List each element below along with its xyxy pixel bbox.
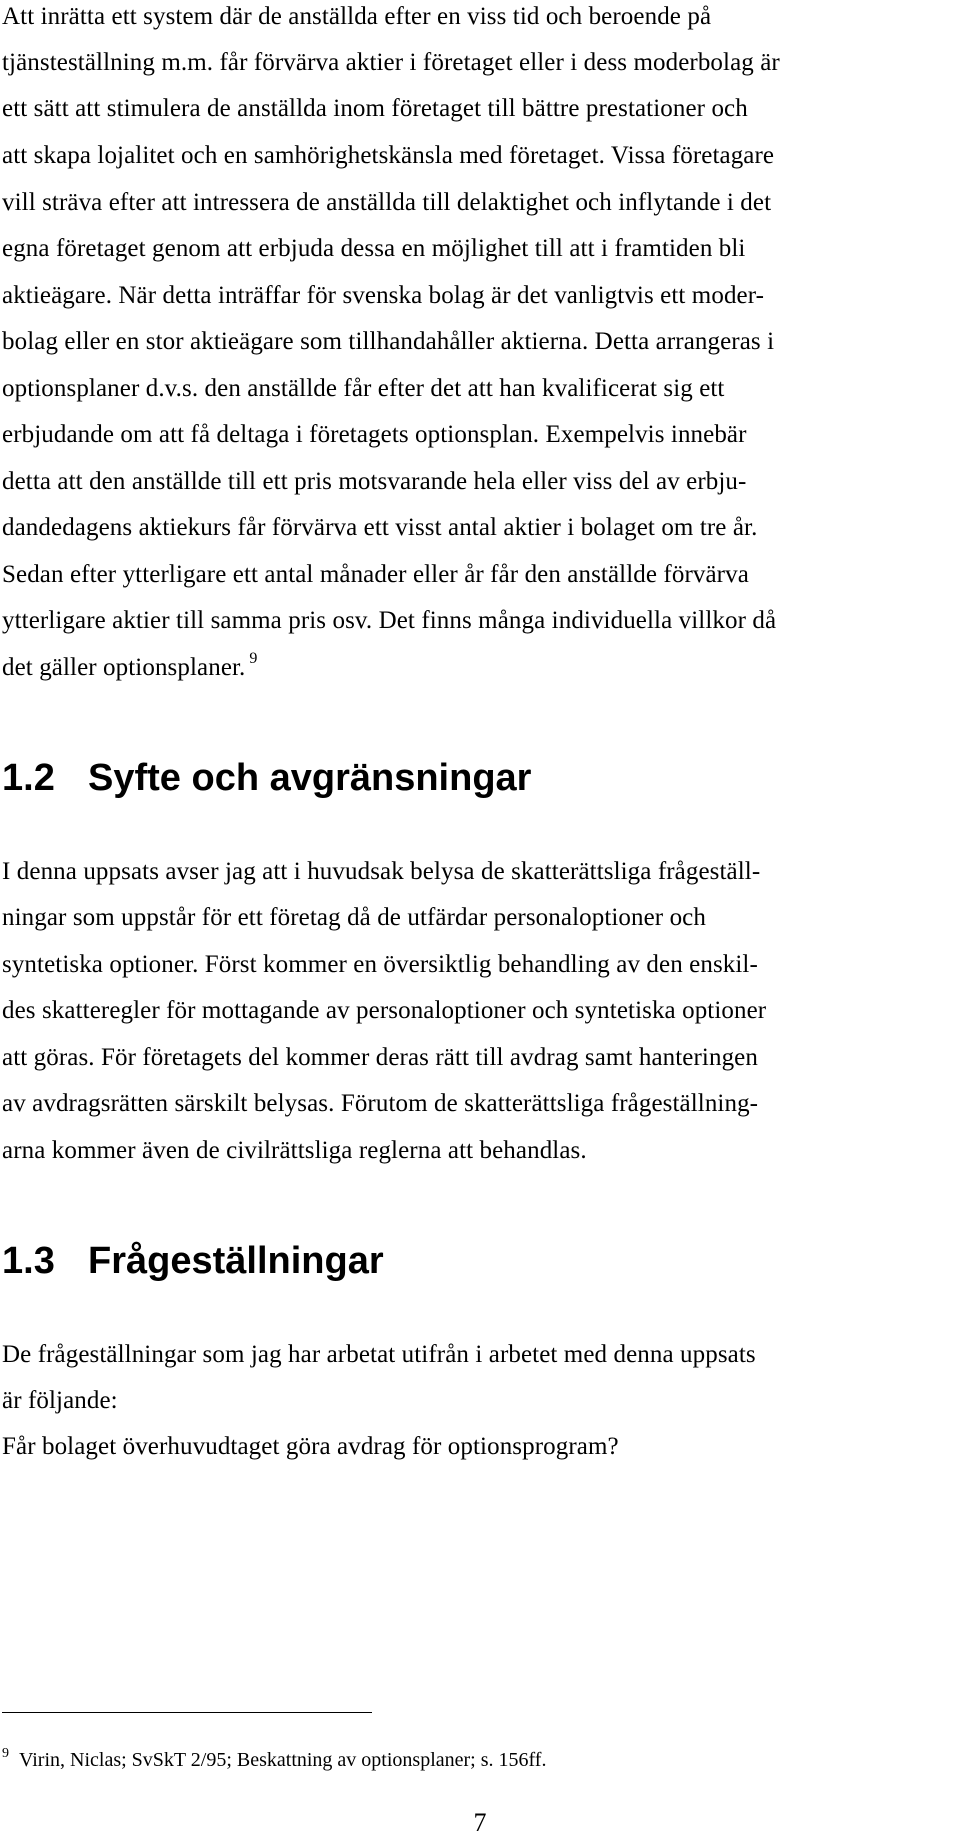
text-line: De frågeställningar som jag har arbetat utifrån i arbetet med denna uppsats <box>2 1341 756 1368</box>
text-line: bolag eller en stor aktieägare som tillhandahåller aktierna. Detta arrangeras i <box>2 328 775 355</box>
text-line: vill sträva efter att intressera de anställda till delaktighet och inflytande i det <box>2 189 772 216</box>
section-number: 1.3 <box>2 1240 55 1282</box>
text-line: arna kommer även de civilrättsliga reglerna att behandlas. <box>2 1137 587 1164</box>
text-line <box>2 650 258 686</box>
section-heading-1-3 <box>2 1239 384 1283</box>
footnote-reference[interactable]: 9 <box>249 650 258 667</box>
text-line: ett sätt att stimulera de anställda inom företaget till bättre prestationer och <box>2 95 748 122</box>
text-line: att skapa lojalitet och en samhörighetskänsla med företaget. Vissa företagare <box>2 142 775 169</box>
text-line: detta att den anställde till ett pris motsvarande hela eller viss del av erbju- <box>2 468 747 495</box>
text-line: är följande: <box>2 1387 118 1414</box>
text-line: Får bolaget överhuvudtaget göra avdrag för optionsprogram? <box>2 1433 619 1460</box>
text-line: des skatteregler för mottagande av personaloptioner och syntetiska optioner <box>2 997 767 1024</box>
text-line: optionsplaner d.v.s. den anställde får efter det att han kvalificerat sig ett <box>2 375 725 402</box>
section-title: Frågeställningar <box>88 1240 384 1282</box>
text-line: Att inrätta ett system där de anställda efter en viss tid och beroende på <box>2 3 712 30</box>
text-line: aktieägare. När detta inträffar för svenska bolag är det vanligtvis ett moder- <box>2 282 765 309</box>
text-line: att göras. För företagets del kommer deras rätt till avdrag samt hanteringen <box>2 1044 758 1071</box>
text-line-content: det gäller optionsplaner. <box>2 654 246 681</box>
footnote <box>2 1748 546 1775</box>
text-line: av avdragsrätten särskilt belysas. Förutom de skatterättsliga frågeställning- <box>2 1090 759 1117</box>
footnote-text: Virin, Niclas; SvSkT 2/95; Beskattning av optionsplaner; s. 156ff. <box>19 1749 547 1771</box>
text-line: Sedan efter ytterligare ett antal månader eller år får den anställde förvärva <box>2 561 749 588</box>
text-line: syntetiska optioner. Först kommer en översiktlig behandling av den enskil- <box>2 951 758 978</box>
section-number: 1.2 <box>2 757 55 799</box>
section-heading-1-2 <box>2 756 531 800</box>
footnote-divider <box>2 1712 372 1713</box>
text-line: egna företaget genom att erbjuda dessa en möjlighet till att i framtiden bli <box>2 235 746 262</box>
text-line: ningar som uppstår för ett företag då de utfärdar personaloptioner och <box>2 904 706 931</box>
text-line: erbjudande om att få deltaga i företagets optionsplan. Exempelvis innebär <box>2 421 747 448</box>
text-line: dandedagens aktiekurs får förvärva ett visst antal aktier i bolaget om tre år. <box>2 514 758 541</box>
text-line: I denna uppsats avser jag att i huvudsak belysa de skatterättsliga frågeställ- <box>2 858 761 885</box>
section-title: Syfte och avgränsningar <box>88 757 532 799</box>
page-number: 7 <box>473 1808 487 1837</box>
footnote-marker: 9 <box>2 1746 9 1761</box>
text-line: ytterligare aktier till samma pris osv. Det finns många individuella villkor då <box>2 607 777 634</box>
text-line: tjänsteställning m.m. får förvärva aktier i företaget eller i dess moderbolag är <box>2 49 780 76</box>
